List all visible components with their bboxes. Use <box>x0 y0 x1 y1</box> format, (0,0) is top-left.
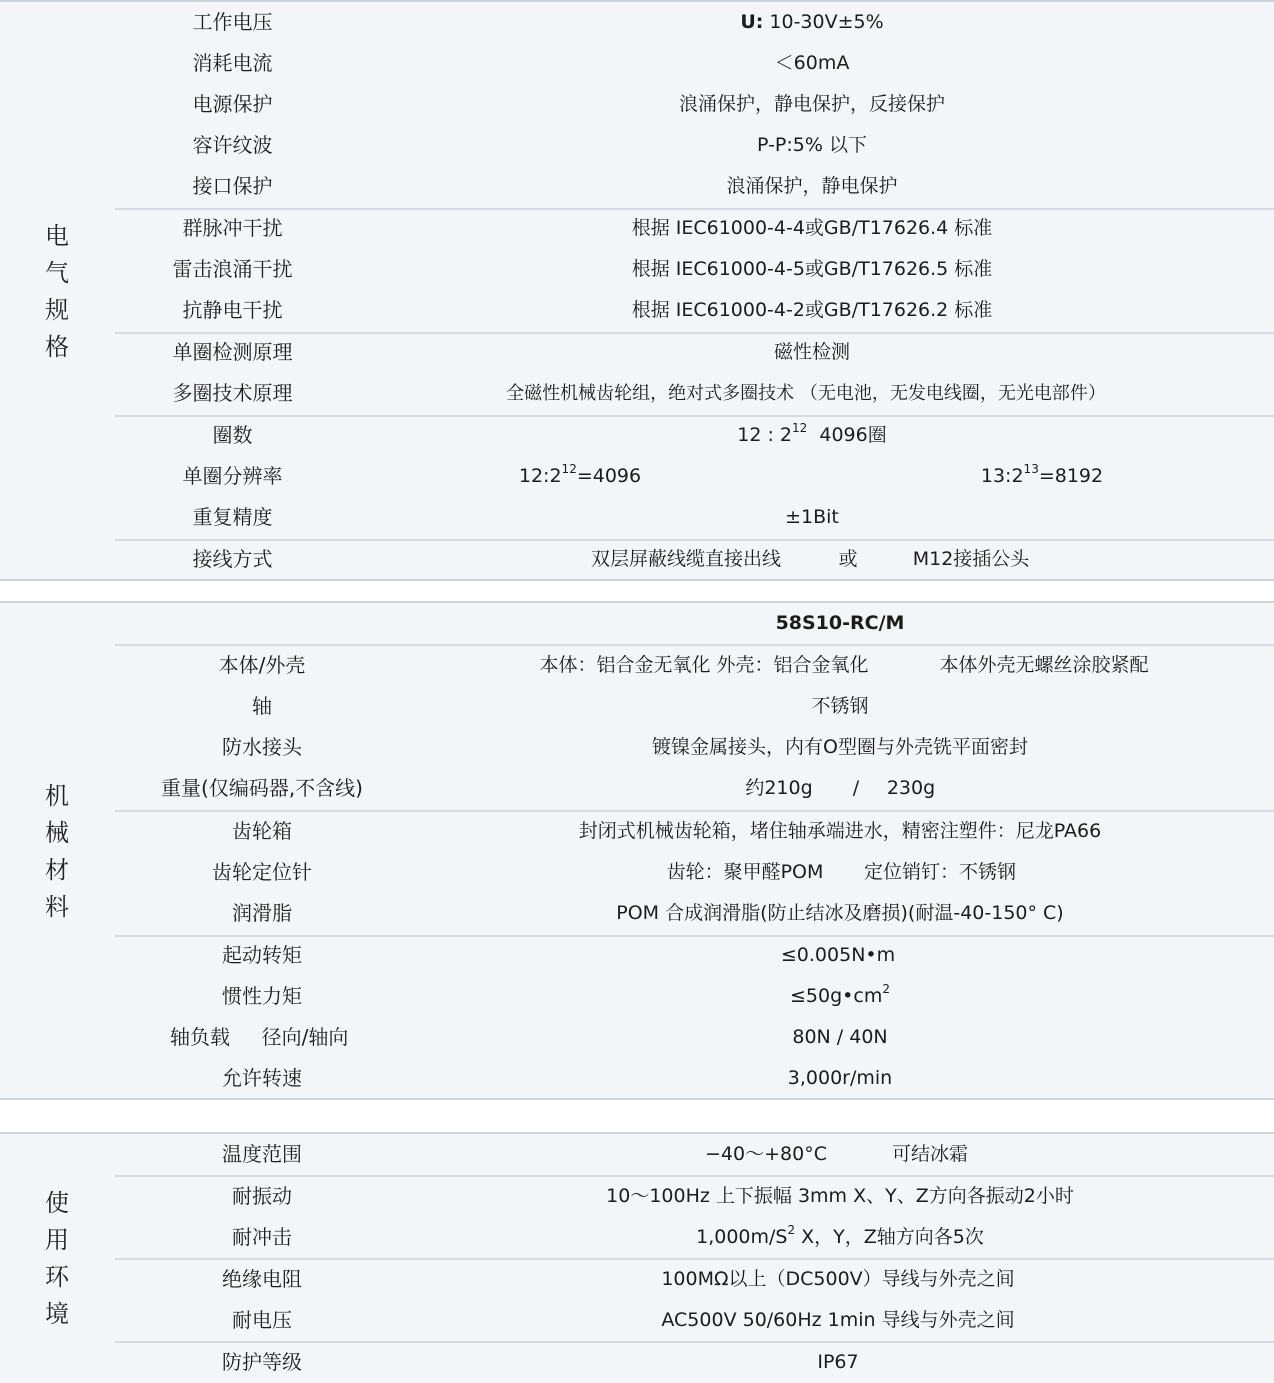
spec-value: 封闭式机械齿轮箱，堵住轴承端进水，精密注塑件：尼龙PA66 <box>578 820 1102 842</box>
spec-label: 防水接头 <box>222 735 302 759</box>
resolution-exponent: 13 <box>1023 461 1039 476</box>
spec-row <box>0 43 1274 84</box>
spec-label: 消耗电流 <box>192 51 273 75</box>
spec-label: 单圈检测原理 <box>172 340 293 364</box>
spec-row <box>0 332 1274 373</box>
resolution-base: 13:2 <box>980 465 1024 487</box>
spec-row <box>0 456 1274 497</box>
spec-label: 多圈技术原理 <box>172 381 293 405</box>
spec-value: 可结冰霜 <box>891 1143 969 1165</box>
spec-value <box>737 415 886 456</box>
shock-prefix: 1,000m/S <box>696 1226 788 1248</box>
spec-row <box>0 686 1274 727</box>
spec-value: ±1Bit <box>785 506 839 528</box>
spec-value: ≤0.005N•m <box>780 944 896 966</box>
spec-value: 不锈钢 <box>811 695 869 717</box>
spec-value <box>790 976 890 1017</box>
spec-label: 容许纹波 <box>192 133 273 157</box>
spec-row <box>0 727 1274 768</box>
spec-label: 接线方式 <box>192 547 273 571</box>
spec-value: 磁性检测 <box>773 341 851 363</box>
spec-row <box>0 893 1274 934</box>
shock-exponent: 2 <box>787 1222 796 1237</box>
spec-row <box>0 1176 1274 1217</box>
spec-value: M12接插公头 <box>912 548 1030 570</box>
spec-row <box>0 373 1274 414</box>
spec-row <box>0 290 1274 331</box>
spec-value <box>696 1217 984 1258</box>
resolution-exponent: 12 <box>561 461 577 476</box>
category-char: 境 <box>45 1299 69 1328</box>
category-char: 械 <box>45 818 69 847</box>
spec-row <box>0 539 1274 580</box>
spec-value: IP67 <box>817 1351 859 1373</box>
model-name: 58S10-RC/M <box>775 612 905 634</box>
spec-row <box>0 208 1274 249</box>
spec-row <box>0 125 1274 166</box>
category-char: 格 <box>45 332 69 361</box>
spec-row <box>0 645 1274 686</box>
spec-row <box>0 1300 1274 1341</box>
spec-row <box>0 1342 1274 1383</box>
spec-value: 定位销钉：不锈钢 <box>863 861 1017 883</box>
spec-label: 重量(仅编码器,不含线) <box>161 776 363 800</box>
category-char: 料 <box>45 892 69 921</box>
spec-label: 电源保护 <box>192 92 273 116</box>
spec-value: 齿轮：聚甲醛POM <box>666 861 824 883</box>
spec-value: 浪涌保护，静电保护 <box>726 175 898 197</box>
resolution-base: 12:2 <box>518 465 562 487</box>
spec-value: 根据 IEC61000-4-5或GB/T17626.5 标准 <box>631 258 993 280</box>
spec-row <box>0 166 1274 207</box>
spec-label: 绝缘电阻 <box>222 1267 302 1291</box>
spec-value: 3,000r/min <box>787 1067 893 1089</box>
category-char: 机 <box>45 781 69 810</box>
spec-value: 10～100Hz 上下振幅 3mm X、Y、Z方向各振动2小时 <box>606 1185 1074 1207</box>
shock-suffix: X，Y，Z轴方向各5次 <box>795 1226 984 1248</box>
inertia-exponent: 2 <box>882 981 890 996</box>
spec-label: 圈数 <box>212 423 253 447</box>
spec-value: / <box>852 777 860 799</box>
spec-label: 耐振动 <box>232 1184 292 1208</box>
spec-label: 单圈分辨率 <box>182 464 283 488</box>
spec-row <box>0 976 1274 1017</box>
voltage-key: U: <box>740 11 764 33</box>
spec-value <box>740 2 883 43</box>
turns-prefix: 12 : 2 <box>737 424 793 446</box>
spec-value: 本体外壳无螺丝涂胶紧配 <box>939 654 1149 676</box>
spec-value: POM 合成润滑脂(防止结冰及磨损)(耐温-40-150° C) <box>616 902 1064 924</box>
spec-label: 本体/外壳 <box>218 653 306 677</box>
spec-value: 80N / 40N <box>792 1026 888 1048</box>
spec-label: 允许转速 <box>222 1066 302 1090</box>
spec-row <box>0 249 1274 290</box>
category-char: 规 <box>45 295 69 324</box>
category-char: 使 <box>45 1188 69 1217</box>
spec-value: 或 <box>838 548 858 570</box>
spec-label: 起动转矩 <box>222 943 302 967</box>
spec-row <box>0 1217 1274 1258</box>
spec-row <box>0 497 1274 538</box>
spec-row <box>0 1259 1274 1300</box>
spec-value: −40～+80°C <box>705 1143 827 1165</box>
spec-label: 温度范围 <box>222 1142 302 1166</box>
spec-value: 本体：铝合金无氧化 外壳：铝合金氧化 <box>539 654 869 676</box>
spec-row <box>0 768 1274 809</box>
spec-value-left <box>519 456 641 497</box>
electrical-section <box>0 0 1274 581</box>
voltage-value: 10-30V±5% <box>769 11 884 33</box>
spec-label: 群脉冲干扰 <box>182 216 283 240</box>
spec-row <box>0 811 1274 852</box>
spec-label: 雷击浪涌干扰 <box>172 257 293 281</box>
spec-row <box>0 2 1274 43</box>
spec-value: ＜60mA <box>774 52 850 74</box>
spec-value: 约210g <box>745 777 813 799</box>
spec-value-right <box>981 456 1103 497</box>
category-char: 材 <box>45 855 69 884</box>
category-char: 气 <box>45 258 69 287</box>
spec-label: 防护等级 <box>222 1350 302 1374</box>
mechanical-section <box>0 601 1274 1100</box>
spec-label: 抗静电干扰 <box>182 298 283 322</box>
spec-row <box>0 935 1274 976</box>
spec-row <box>0 84 1274 125</box>
resolution-result: =8192 <box>1038 465 1104 487</box>
spec-row <box>0 1017 1274 1058</box>
spec-label: 润滑脂 <box>232 901 292 925</box>
spec-label: 惯性力矩 <box>222 984 302 1008</box>
turns-suffix: 4096圈 <box>819 424 887 446</box>
spec-value: 全磁性机械齿轮组，绝对式多圈技术 （无电池，无发电线圈，无光电部件） <box>506 383 1106 404</box>
spec-label: 轴 <box>252 694 272 718</box>
model-header-row <box>0 603 1274 644</box>
spec-label: 耐冲击 <box>232 1225 292 1249</box>
turns-exponent: 12 <box>792 420 808 435</box>
spec-label: 齿轮箱 <box>232 819 292 843</box>
spec-value: P-P:5% 以下 <box>757 134 867 156</box>
spec-value: 230g <box>886 777 936 799</box>
spec-row <box>0 415 1274 456</box>
spec-value: 根据 IEC61000-4-4或GB/T17626.4 标准 <box>631 217 993 239</box>
spec-row <box>0 1058 1274 1099</box>
spec-value: 镀镍金属接头，内有O型圈与外壳铣平面密封 <box>652 736 1028 758</box>
spec-label: 轴负载 <box>170 1025 230 1049</box>
spec-label: 径向/轴向 <box>261 1025 349 1049</box>
spec-value: 双层屏蔽线缆直接出线 <box>590 548 782 570</box>
category-char: 电 <box>45 221 69 250</box>
spec-label: 接口保护 <box>192 174 273 198</box>
resolution-result: =4096 <box>576 465 642 487</box>
spec-label: 重复精度 <box>192 505 273 529</box>
spec-label: 耐电压 <box>232 1308 292 1332</box>
spec-value: 浪涌保护，静电保护，反接保护 <box>678 93 946 115</box>
spec-value: 根据 IEC61000-4-2或GB/T17626.2 标准 <box>631 299 993 321</box>
spec-row <box>0 852 1274 893</box>
spec-value: 100MΩ以上（DC500V）导线与外壳之间 <box>661 1268 1015 1290</box>
spec-label: 齿轮定位针 <box>212 860 312 884</box>
environment-section <box>0 1132 1274 1383</box>
category-char: 用 <box>45 1225 69 1254</box>
spec-row <box>0 1134 1274 1175</box>
spec-label: 工作电压 <box>192 10 273 34</box>
inertia-value: ≤50g•cm <box>790 985 883 1007</box>
spec-value: AC500V 50/60Hz 1min 导线与外壳之间 <box>661 1309 1015 1331</box>
category-char: 环 <box>45 1262 69 1291</box>
